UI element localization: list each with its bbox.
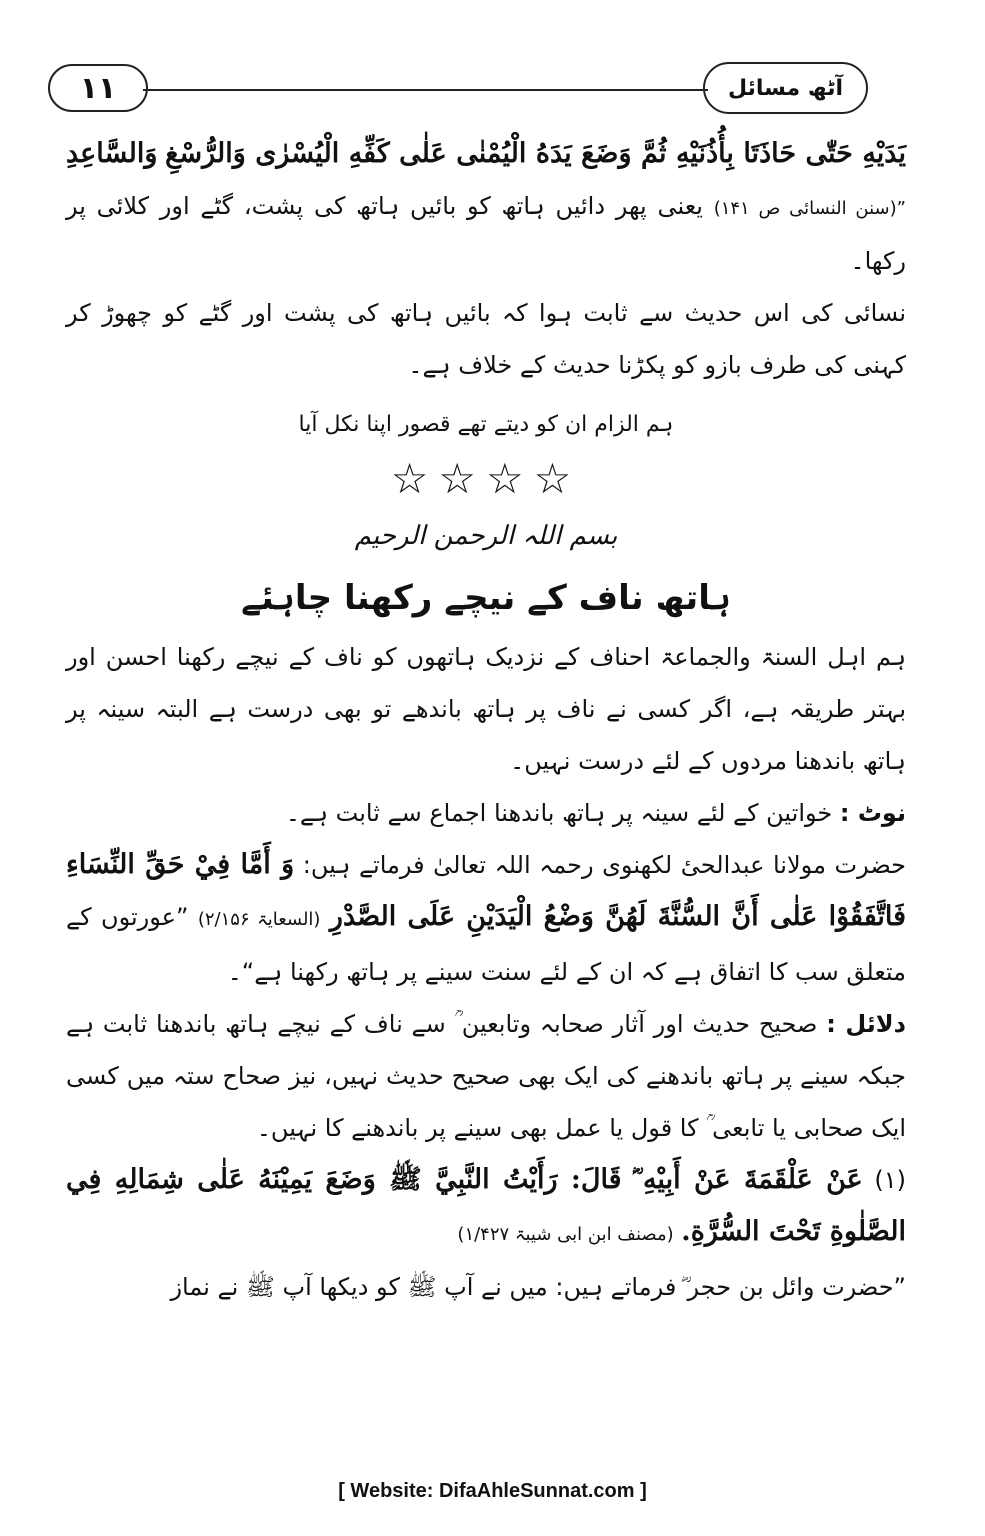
arabic-text: يَدَيْهِ حَتّٰى حَاذَتَا بِأُذُنَيْهِ ثُمَّ وَضَعَ يَدَهُ الْيُمْنٰى عَلٰى كَفِّهِ الْيُسْرٰى وَالرُّسْغِ [165,138,906,169]
book-title: آٹھ مسائل [703,62,868,114]
paragraph-wail-translation: ”حضرت وائل بن حجر ؓ فرماتے ہیں: میں نے آپ ﷺ کو دیکھا آپ ﷺ نے نماز [170,1273,906,1301]
evidence-label: دلائل : [826,1010,906,1038]
quote-intro: حضرت مولانا عبدالحیٔ لکھنوی رحمہ اللہ تعالیٰ فرماتے ہیں: [302,851,906,879]
page-number: ١١ [48,64,148,112]
header-rule [143,89,708,91]
paragraph-conclusion: نسائی کی اس حدیث سے ثابت ہوا کہ بائیں ہاتھ کی پشت اور گٹے کو چھوڑ کر کہنی کی طرف بازو کو پکڑنا حدیث کے خلاف ہے۔ [66,299,906,379]
reference: ”(سنن النسائی ص ۱۴۱) [713,198,906,219]
website-footer: [ Website: DifaAhleSunnat.com ] [338,1480,647,1502]
reference: (مصنف ابن ابی شیبۃ ۱/۴۲۷) [457,1224,674,1245]
urdu-translation: یعنی پھر دائیں ہاتھ کو بائیں ہاتھ کی پشت، گٹے اور کلائی پر رکھا۔ [66,192,906,275]
hadith-number: (۱) [874,1166,906,1194]
page-header [48,58,868,120]
paragraph-hadith-nasai [66,128,906,287]
note-label: نوٹ : [839,799,906,827]
paragraph-hadith-1 [66,1154,906,1261]
note-text: خواتین کے لئے سینہ پر ہاتھ باندھنا اجماع سے ثابت ہے۔ [285,799,833,827]
star-divider: ☆☆☆☆ [390,454,582,503]
arabic-text: وَ أَمَّا فِيْ حَقِّ النِّسَاءِ فَاتَّفَقُوْا عَلٰى أَنَّ السُّنَّةَ لَهُنَّ وَضْعُ الْيَدَيْنِ عَلَى الصَّدْرِ [66,849,906,932]
bismillah-calligraphy: بسم اللہ الرحمن الرحیم [354,521,618,551]
arabic-text: وَالسَّاعِدِ [66,138,158,169]
page-body [66,128,906,1313]
section-heading: ہاتھ ناف کے نیچے رکھنا چاہئے [241,578,731,618]
paragraph-hanafi-view: ہم اہل السنۃ والجماعۃ احناف کے نزدیک ہاتھوں کو ناف کے نیچے رکھنا احسن اور بہتر طریقہ ہے، اگر کسی نے ناف پر ہاتھ باندھے تو بھی درست ہے البتہ سینہ پر ہاتھ باندھنا مردوں کے لئے درست نہیں۔ [66,643,906,775]
paragraph-lakhnawi-quote [66,839,906,998]
evidence-text: صحیح حدیث اور آثار صحابہ وتابعین ؒ سے ناف کے نیچے ہاتھ باندھنا ثابت ہے جبکہ سینے پر ہاتھ باندھنے کی ایک بھی صحیح حدیث نہیں، نیز صحاح ستہ میں کسی ایک صحابی یا تابعی ؒ کا قول یا عمل بھی سینے پر باندھنے کا نہیں۔ [66,1010,906,1142]
paragraph-evidence [66,998,906,1154]
urdu-translation: ”عورتوں کے متعلق سب کا اتفاق ہے کہ ان کے لئے سنت سینے پر ہاتھ رکھنا ہے“۔ [66,903,906,986]
reference: (السعایۃ ۲/۱۵۶) [197,909,321,930]
paragraph-note [66,787,906,839]
arabic-text: عَنْ عَلْقَمَةَ عَنْ أَبِيْهِ ؓ قَالَ: رَأَيْتُ النَّبِيَّ ﷺ وَضَعَ يَمِيْنَهُ عَلٰى شِمَالِهِ فِي الصَّلٰوةِ تَحْتَ السُّرَّةِ. [66,1164,906,1247]
verse-line: ہم الزام ان کو دیتے تھے قصور اپنا نکل آیا [298,412,674,437]
